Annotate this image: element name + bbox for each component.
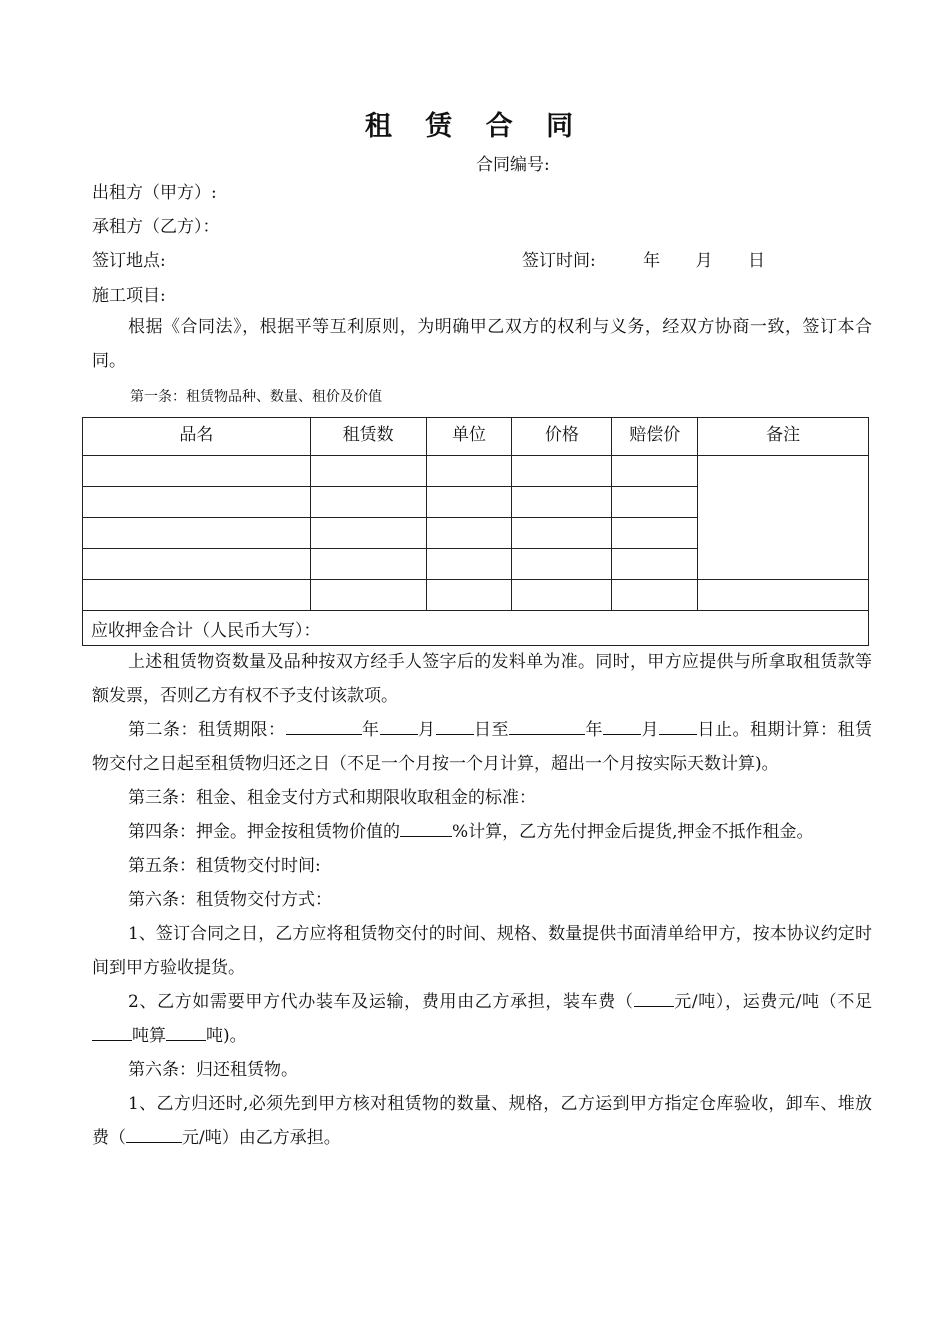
lessor-label: 出租方（甲方）: [92, 183, 217, 203]
header-remarks: 备注 [698, 418, 869, 456]
sign-time-label: 签订时间: [522, 251, 596, 271]
contract-number-label: 合同编号: [476, 155, 550, 175]
blank-field [400, 818, 452, 837]
project-label: 施工项目: [92, 286, 166, 306]
lessee-label: 承租方（乙方）： [92, 217, 220, 237]
table-cell [426, 456, 512, 487]
table-cell [310, 487, 426, 518]
table-cell [512, 518, 612, 549]
table-header-row [83, 418, 869, 456]
article4-paragraph [92, 815, 872, 849]
table-cell [310, 456, 426, 487]
return1-a: 1、乙方归还时,必须先到甲方核对租赁物的数量、规格，乙方运到甲方指定仓库验收，卸车、堆放费（ [92, 1094, 872, 1148]
table-cell [698, 580, 869, 611]
item2-paragraph [92, 985, 872, 1053]
intro-paragraph [92, 310, 872, 378]
table-cell [612, 456, 698, 487]
contract-body [92, 645, 872, 1155]
article2-month2: 月 [641, 720, 659, 740]
table-row [83, 580, 869, 611]
table-cell [83, 518, 311, 549]
table-cell [426, 580, 512, 611]
return1-paragraph [92, 1087, 872, 1155]
item2-b: 元/吨），运费元/吨（不足 [673, 992, 872, 1012]
table-cell [512, 580, 612, 611]
table-cell [612, 580, 698, 611]
paragraph-invoice: 上述租赁物资数量及品种按双方经手人签字后的发料单为准。同时，甲方应提供与所拿取租赁款等额发票，否则乙方有权不予支付该款项。 [92, 652, 872, 706]
article2-month1: 月 [417, 720, 436, 740]
header-unit: 单位 [426, 418, 512, 456]
article3-paragraph: 第三条：租金、租金支付方式和期限收取租金的标准： [128, 788, 536, 808]
table-cell [512, 549, 612, 580]
header-price: 价格 [512, 418, 612, 456]
rental-items-table [82, 417, 869, 646]
table-cell [310, 580, 426, 611]
table-cell [83, 487, 311, 518]
article6-paragraph: 第六条：租赁物交付方式： [128, 890, 332, 910]
deposit-total-label: 应收押金合计（人民币大写）： [83, 611, 869, 646]
header-compensation: 赔偿价 [612, 418, 698, 456]
table-cell [612, 487, 698, 518]
blank-field [286, 716, 362, 735]
blank-field [380, 716, 418, 735]
article1-heading: 第一条：租赁物品种、数量、租价及价值 [130, 389, 382, 405]
table-cell [83, 549, 311, 580]
item2-c: 吨算 [132, 1026, 166, 1046]
item1-paragraph: 1、签订合同之日，乙方应将租赁物交付的时间、规格、数量提供书面清单给甲方，按本协议约定时间到甲方验收提货。 [92, 924, 872, 978]
sign-day: 日 [747, 251, 765, 271]
table-cell [83, 580, 311, 611]
return1-b: 元/吨）由乙方承担。 [182, 1128, 341, 1148]
table-cell [426, 549, 512, 580]
table-row [83, 456, 869, 487]
blank-field [166, 1022, 206, 1041]
table-cell [426, 487, 512, 518]
table-cell [83, 456, 311, 487]
remarks-cell [698, 456, 869, 580]
table-cell [310, 549, 426, 580]
article2-paragraph [92, 713, 872, 781]
blank-field [126, 1124, 182, 1143]
article2-label: 第二条：租赁期限： [128, 720, 286, 740]
sign-month: 月 [695, 251, 713, 271]
sign-time [522, 246, 765, 271]
article2-day2: 日止。租期计算：租赁物交付之日起至租赁物归还之日（不足一个月按一个月计算，超出一个月按实际天数计算)。 [92, 720, 872, 774]
item2-d: 吨)。 [206, 1026, 247, 1046]
article2-year1: 年 [361, 720, 380, 740]
header-quantity: 租赁数 [310, 418, 426, 456]
article4-rest: %计算，乙方先付押金后提货,押金不抵作租金。 [452, 822, 814, 842]
table-cell [612, 518, 698, 549]
blank-field [634, 988, 674, 1007]
article5-paragraph: 第五条：租赁物交付时间: [128, 856, 321, 876]
table-cell [612, 549, 698, 580]
header-item-name: 品名 [83, 418, 311, 456]
blank-field [92, 1022, 132, 1041]
blank-field [436, 716, 474, 735]
table-cell [512, 487, 612, 518]
document-title: 租 赁 合 同 [364, 111, 586, 142]
blank-field [603, 716, 641, 735]
intro-text: 根据《合同法》，根据平等互利原则，为明确甲乙双方的权利与义务，经双方协商一致，签订本合同。 [92, 317, 872, 371]
item2-a: 2、乙方如需要甲方代办装车及运输，费用由乙方承担，装车费（ [128, 992, 634, 1012]
blank-field [509, 716, 585, 735]
table-cell [512, 456, 612, 487]
table-cell [310, 518, 426, 549]
article2-day1: 日至 [473, 720, 509, 740]
sign-place-label: 签订地点: [92, 251, 166, 271]
article2-year2: 年 [585, 720, 603, 740]
blank-field [659, 716, 697, 735]
article4-label: 第四条：押金。押金按租赁物价值的 [128, 822, 400, 842]
table-cell [426, 518, 512, 549]
deposit-total-row [83, 611, 869, 646]
sign-year: 年 [643, 251, 661, 271]
article6b-paragraph: 第六条：归还租赁物。 [128, 1060, 298, 1080]
